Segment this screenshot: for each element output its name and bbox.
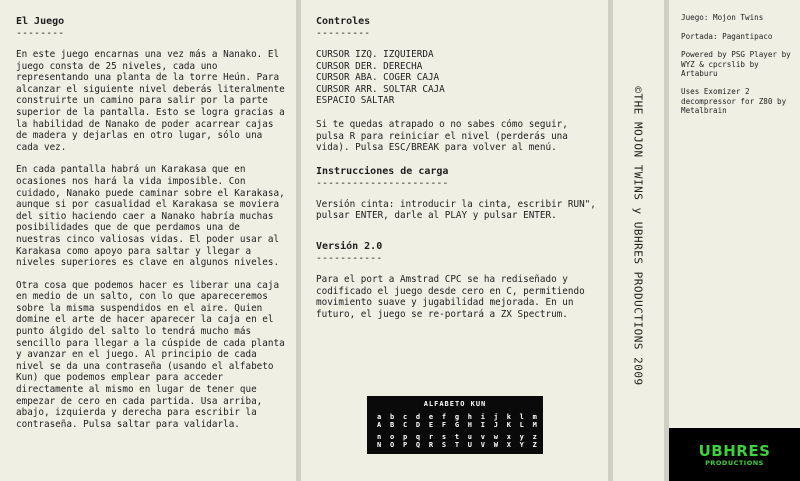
latin-letter: Q — [415, 441, 421, 449]
logo-line-2: PRODUCTIONS — [705, 459, 764, 467]
latin-letter: D — [415, 421, 421, 429]
controls-heading: Controles — [316, 16, 371, 27]
kun-glyph: u — [467, 433, 472, 441]
kun-glyph: j — [493, 413, 498, 421]
latin-letter: B — [389, 421, 395, 429]
credit-game: Juego: Mojon Twins — [681, 13, 764, 22]
kun-glyph: e — [428, 413, 434, 421]
latin-letter: R — [428, 441, 434, 449]
kun-alphabet-title: ALFABETO KUN — [423, 400, 487, 408]
kun-glyph: k — [506, 413, 511, 421]
latin-letter: Y — [519, 441, 524, 449]
stuck-help-text: Si te quedas atrapado o no sabes cómo seguir, pulsa R para reiniciar el nivel (perderás una vida). Pulsa ESC/BREAK para volver al menú. — [316, 118, 568, 154]
control-line: CURSOR ARR. SOLTAR CAJA — [316, 83, 445, 95]
control-line: ESPACIO SALTAR — [316, 95, 395, 107]
latin-letter: C — [402, 421, 408, 429]
latin-letter: E — [428, 421, 434, 429]
kun-glyph: w — [493, 433, 498, 441]
game-paragraph-1: En este juego encarnas una vez más a Nanako. El juego consta de 25 niveles, cada uno representando una planta de la torre Heún. Para alcanzar el siguiente nivel deberás literalmente construirte un camino para salir por la parte superior de la pantalla. Esto se logra gracias a la habilidad de Nanako de poder acarrear cajas de madera y dejarlas en otro lugar, sólo una cada vez. — [16, 49, 285, 153]
credit-music: Powered by PSG Player by WYZ & cpcrslib by Artaburu — [681, 50, 791, 79]
kun-alphabet-box — [367, 396, 543, 454]
latin-letter: P — [402, 441, 408, 449]
latin-letter: W — [493, 441, 498, 449]
kun-glyph: a — [377, 413, 382, 421]
kun-glyph-row-2 — [377, 433, 537, 441]
ubhres-logo — [669, 428, 800, 481]
kun-glyph: x — [506, 433, 511, 441]
load-text: Versión cinta: introducir la cinta, escribir RUN", pulsar ENTER, darle al PLAY y pulsar ENTER. — [316, 198, 596, 222]
latin-letter: A — [377, 421, 382, 429]
kun-glyph: q — [415, 433, 421, 441]
kun-glyph: r — [428, 433, 434, 441]
game-heading-underline: -------- — [16, 28, 65, 39]
controls-list — [316, 49, 600, 107]
latin-letter: J — [493, 421, 498, 429]
kun-glyph: h — [467, 413, 472, 421]
latin-letter-row-1 — [377, 421, 537, 429]
latin-letter: O — [389, 441, 395, 449]
latin-letter: F — [441, 421, 447, 429]
kun-glyph: c — [402, 413, 408, 421]
spine-text: ©THE MOJON TWINS y UBHRES PRODUCTIONS 2009 — [631, 86, 645, 386]
latin-letter: U — [467, 441, 472, 449]
load-heading-underline: ---------------------- — [316, 177, 449, 189]
kun-glyph: v — [480, 433, 485, 441]
kun-glyph: g — [454, 413, 460, 421]
latin-letter: X — [506, 441, 511, 449]
latin-letter: N — [377, 441, 382, 449]
version-heading-underline: ----------- — [316, 252, 383, 264]
version-heading: Versión 2.0 — [316, 240, 383, 252]
game-heading: El Juego — [16, 16, 65, 27]
credit-cover: Portada: Pagantipaco — [681, 31, 773, 41]
latin-letter-row-2 — [377, 441, 537, 449]
kun-glyph: n — [377, 433, 382, 441]
latin-letter: T — [454, 441, 460, 449]
latin-letter: G — [454, 421, 460, 429]
kun-glyph: f — [441, 413, 447, 421]
game-description-panel — [0, 0, 296, 481]
logo-line-1: UBHRES — [698, 442, 771, 460]
kun-glyph: y — [519, 433, 524, 441]
controls-heading-underline: --------- — [316, 28, 371, 39]
credit-compressor: Uses Exomizer 2 decompressor for Z80 by Metalbrain — [681, 86, 787, 116]
load-heading: Instrucciones de carga — [316, 165, 449, 177]
kun-glyph-row-1 — [377, 413, 537, 421]
latin-letter: I — [480, 421, 485, 429]
kun-glyph: d — [415, 413, 421, 421]
kun-glyph: s — [441, 433, 447, 441]
latin-letter: M — [532, 421, 537, 429]
kun-glyph: o — [389, 433, 395, 441]
latin-letter: S — [441, 441, 447, 449]
kun-glyph: i — [480, 413, 485, 421]
control-line: CURSOR DER. DERECHA — [316, 60, 423, 72]
kun-glyph: m — [532, 413, 537, 421]
kun-glyph: z — [532, 433, 537, 441]
latin-letter: V — [480, 441, 485, 449]
spine-panel — [613, 0, 664, 481]
version-text: Para el port a Amstrad CPC se ha rediseñado y codificado el juego desde cero en C, permitiendo movimiento suave y jugabilidad mejorada. En un futuro, el juego se re-portará a ZX Spectrum. — [316, 273, 585, 320]
kun-glyph: p — [402, 433, 408, 441]
credits-panel — [669, 0, 800, 481]
kun-glyph: l — [519, 413, 524, 421]
kun-glyph: b — [389, 413, 395, 421]
kun-glyph: t — [454, 433, 460, 441]
control-line: CURSOR IZQ. IZQUIERDA — [316, 49, 434, 60]
game-paragraph-2: En cada pantalla habrá un Karakasa que en ocasiones nos hará la vida imposible. Con cuidado, Nanako puede caminar sobre el Karakasa, aunque si por casualidad el Karakasa se moviera del sitio haciendo caer a Nanako habría muchas posibilidades que de que perdamos una de nuestras cinco valiosas vidas. El poder usar al Karakasa como apoyo para saltar y llegar a niveles superiores es clave en algunos niveles. — [16, 164, 285, 269]
latin-letter: Z — [532, 441, 537, 449]
control-line: CURSOR ABA. COGER CAJA — [316, 72, 440, 84]
latin-letter: L — [519, 421, 524, 429]
latin-letter: K — [506, 421, 511, 429]
game-paragraph-3: Otra cosa que podemos hacer es liberar una caja en medio de un salto, con lo que apareceremos sobre la misma suspendidos en el aire. Quien domine el arte de hacer aparecer la caja en el punto álgido del salto lo tendrá mucho más sencillo para llegar a la cúspide de cada planta y avanzar en el juego. Al principio de cada nivel se da una contraseña (usando el alfabeto Kun) que podemos emplear para acceder directamente al mismo en lugar de tener que empezar de cero en cada partida. Usa arriba, abajo, izquierda y derecha para escribir la contraseña. Pulsa saltar para validarla. — [16, 279, 285, 430]
latin-letter: H — [467, 421, 472, 429]
